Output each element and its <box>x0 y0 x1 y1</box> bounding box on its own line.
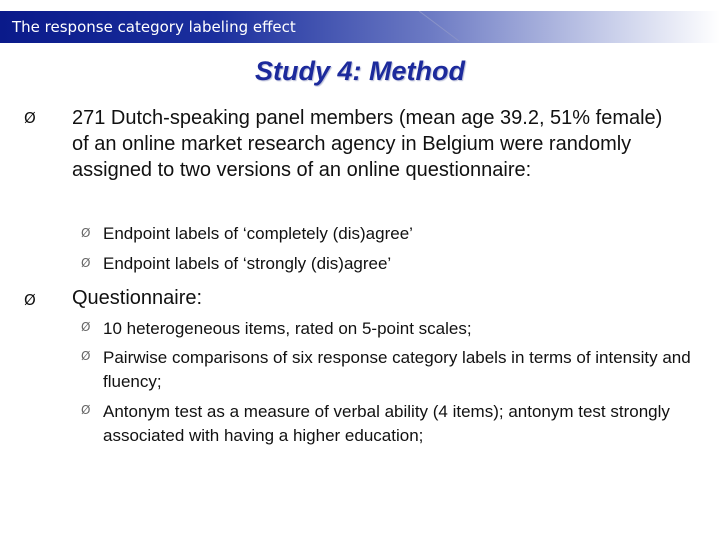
bullet-text: Questionnaire: <box>72 287 203 309</box>
sub-bullet-marker: Ø <box>81 256 91 270</box>
bullet-text: 271 Dutch-speaking panel members (mean age 39.2, 51% female) of an online market research agency in Belgium were randomly assigned to two versions of an online questionnaire: <box>72 107 663 181</box>
sub-bullet-marker: Ø <box>81 403 91 417</box>
sub-bullet-text: Pairwise comparisons of six response category labels in terms of intensity and fluency; <box>103 348 691 391</box>
sub-bullet-text: Antonym test as a measure of verbal ability (4 items); antonym test strongly associated with having a higher education; <box>103 402 670 445</box>
bullet-marker: Ø <box>24 109 36 127</box>
sub-bullet-text: Endpoint labels of ‘completely (dis)agree’ <box>103 224 413 243</box>
sub-bullet-text: Endpoint labels of ‘strongly (dis)agree’ <box>103 254 392 273</box>
sub-bullet-marker: Ø <box>81 226 91 240</box>
slide-title: Study 4: Method <box>255 56 465 86</box>
sub-bullet-marker: Ø <box>81 349 91 363</box>
sub-bullet-marker: Ø <box>81 320 91 334</box>
bullet-marker: Ø <box>24 291 36 309</box>
sub-bullet-text: 10 heterogeneous items, rated on 5-point scales; <box>103 319 472 338</box>
header-title: The response category labeling effect <box>12 18 296 36</box>
header-decoration <box>415 11 463 41</box>
